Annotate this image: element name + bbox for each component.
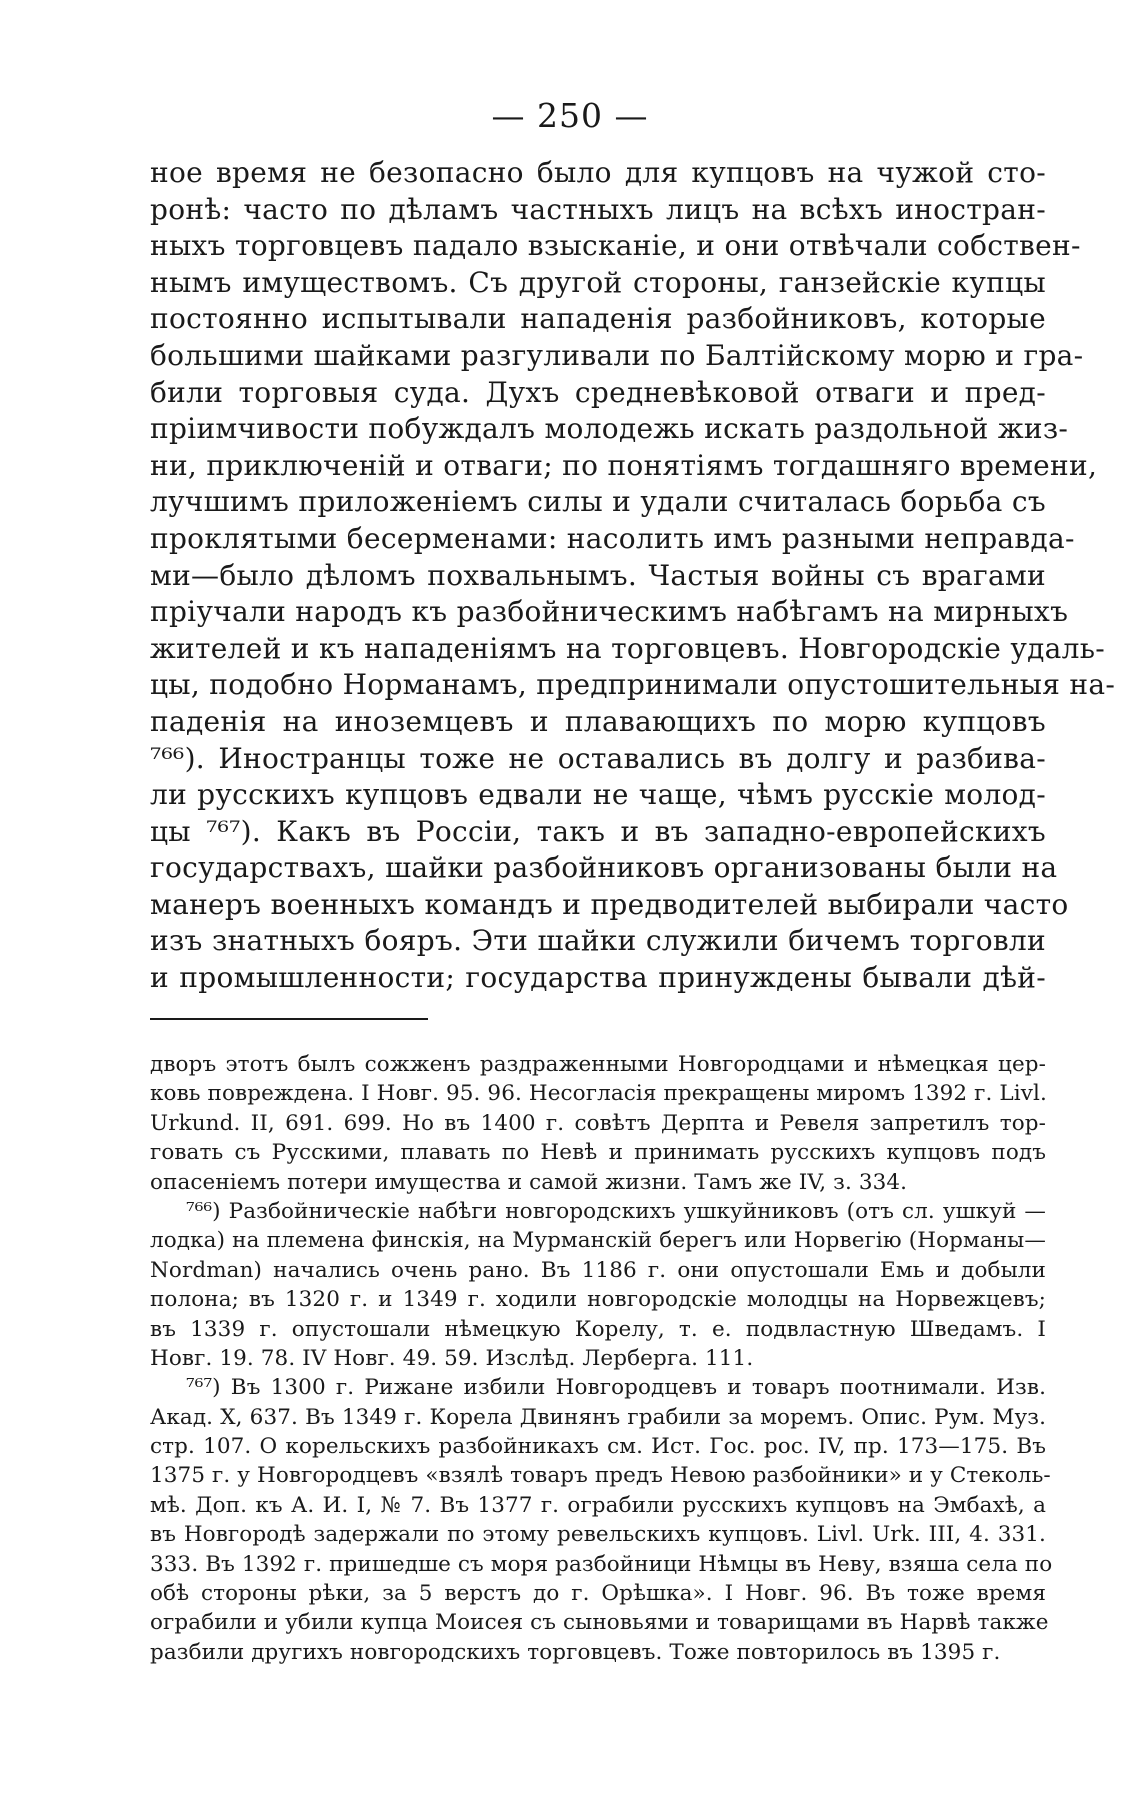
main-text-line: жителей и къ нападеніямъ на торговцевъ. Новгородскіе удаль- <box>150 631 1106 665</box>
main-text-line: лучшимъ приложеніемъ силы и удали считалась борьба съ <box>150 485 1046 519</box>
footnote-767-line: 1375 г. у Новгородцевъ «взялѣ товаръ предъ Невою разбойники» и у Стеколь- <box>150 1463 1051 1489</box>
main-text-line: постоянно испытывали нападенія разбойниковъ, которые <box>150 302 1046 336</box>
footnote-766-line: въ 1339 г. опустошали нѣмецкую Корелу, т. е. подвластную Шведамъ. I <box>150 1316 1046 1342</box>
footnote-767-line: ⁷⁶⁷) Въ 1300 г. Рижане избили Новгородцевъ и товаръ поотнимали. Изв. <box>186 1375 1046 1401</box>
main-text-line: ми—было дѣломъ похвальнымъ. Частыя войны съ врагами <box>150 558 1046 592</box>
footnotes-block <box>150 1050 1053 1667</box>
footnote-767-line: мѣ. Доп. къ А. И. I, № 7. Въ 1377 г. ограбили русскихъ купцовъ на Эмбахѣ, а <box>150 1492 1046 1518</box>
main-text-line: ное время не безопасно было для купцовъ на чужой сто- <box>150 156 1046 189</box>
main-text-line: ли русскихъ купцовъ едвали не чаще, чѣмъ русскіе молод- <box>150 778 1046 812</box>
footnote-divider <box>150 1018 428 1020</box>
footnote-767-line: разбили другихъ новгородскихъ торговцевъ. Тоже повторилось въ 1395 г. <box>150 1639 1001 1665</box>
main-text-line: изъ знатныхъ бояръ. Эти шайки служили бичемъ торговли <box>150 924 1046 958</box>
footnote-766-line: Nordman) начались очень рано. Въ 1186 г. они опустошали Емь и добыли <box>150 1257 1046 1283</box>
footnote-line: ковь повреждена. I Новг. 95. 96. Несогласія прекращены миромъ 1392 г. Livl. <box>150 1081 1047 1107</box>
footnote-766-line: ⁷⁶⁶) Разбойническіе набѣги новгородскихъ ушкуйниковъ (отъ сл. ушкуй — <box>186 1198 1046 1224</box>
footnote-line: дворъ этотъ былъ сожженъ раздраженными Новгородцами и нѣмецкая цер- <box>150 1052 1046 1077</box>
main-text-line: нымъ имуществомъ. Съ другой стороны, ганзейскіе купцы <box>150 265 1046 299</box>
footnote-767-line: ограбили и убили купца Моисея съ сыновьями и товарищами въ Нарвѣ также <box>150 1610 1049 1636</box>
main-text-line: большими шайками разгуливали по Балтійскому морю и гра- <box>150 338 1084 372</box>
footnote-767-line: обѣ стороны рѣки, за 5 верстъ до г. Орѣшка». I Новг. 96. Въ тоже время <box>150 1581 1046 1607</box>
main-text-line: пріучали народъ къ разбойническимъ набѣгамъ на мирныхъ <box>150 595 1069 629</box>
main-text-line: ныхъ торговцевъ падало взысканіе, и они отвѣчали собствен- <box>150 229 1081 263</box>
main-text-line: и промышленности; государства принуждены бывали дѣй- <box>150 961 1046 995</box>
main-text-line: цы, подобно Норманамъ, предпринимали опустошительныя на- <box>150 668 1116 702</box>
main-text-line: ронѣ: часто по дѣламъ частныхъ лицъ на всѣхъ иностран- <box>150 192 1046 226</box>
footnote-line: опасеніемъ потери имущества и самой жизни. Тамъ же IV, з. 334. <box>150 1169 908 1195</box>
footnote-line: говать съ Русскими, плавать по Невѣ и принимать русскихъ купцовъ подъ <box>150 1140 1046 1166</box>
main-text-line: цы ⁷⁶⁷). Какъ въ Россіи, такъ и въ западно-европейскихъ <box>150 814 1046 848</box>
main-text-line: били торговыя суда. Духъ средневѣковой отваги и пред- <box>150 375 1046 409</box>
footnote-767-line: Акад. X, 637. Въ 1349 г. Корела Двинянъ грабили за моремъ. Опис. Рум. Муз. <box>150 1404 1046 1430</box>
footnote-767-line: 333. Въ 1392 г. пришедше съ моря разбойници Нѣмцы въ Неву, взяша села по <box>150 1551 1053 1577</box>
main-text-line: ⁷⁶⁶). Иностранцы тоже не оставались въ долгу и разбива- <box>150 741 1046 775</box>
footnote-767-line: въ Новгородѣ задержали по этому ревельскихъ купцовъ. Livl. Urk. III, 4. 331. <box>150 1522 1046 1548</box>
main-text-line: паденія на иноземцевъ и плавающихъ по морю купцовъ <box>150 704 1046 738</box>
footnote-767-line: стр. 107. О корельскихъ разбойникахъ см. Ист. Гос. рос. IV, пр. 173—175. Въ <box>150 1434 1046 1460</box>
footnote-766-line: лодка) на племена финскія, на Мурманскій берегъ или Норвегію (Норманы— <box>150 1228 1046 1254</box>
main-text-line: проклятыми бесерменами: насолить имъ разными неправда- <box>150 521 1075 555</box>
footnote-766-line: полона; въ 1320 г. и 1349 г. ходили новгородскіе молодцы на Норвежцевъ; <box>150 1287 1046 1313</box>
main-text-block <box>150 155 1116 997</box>
main-text-line: пріимчивости побуждалъ молодежь искать раздольной жиз- <box>150 412 1069 446</box>
main-text-line: манеръ военныхъ командъ и предводителей выбирали часто <box>150 887 1069 921</box>
main-text-line: государствахъ, шайки разбойниковъ организованы были на <box>150 851 1058 885</box>
footnote-766-line: Новг. 19. 78. IV Новг. 49. 59. Изслѣд. Лерберга. 111. <box>150 1345 754 1371</box>
main-text-line: ни, приключеній и отваги; по понятіямъ тогдашняго времени, <box>150 448 1098 482</box>
footnote-line: Urkund. II, 691. 699. Но въ 1400 г. совѣтъ Дерпта и Ревеля запретилъ тор- <box>150 1110 1046 1136</box>
page-number: — 250 — <box>491 96 649 135</box>
